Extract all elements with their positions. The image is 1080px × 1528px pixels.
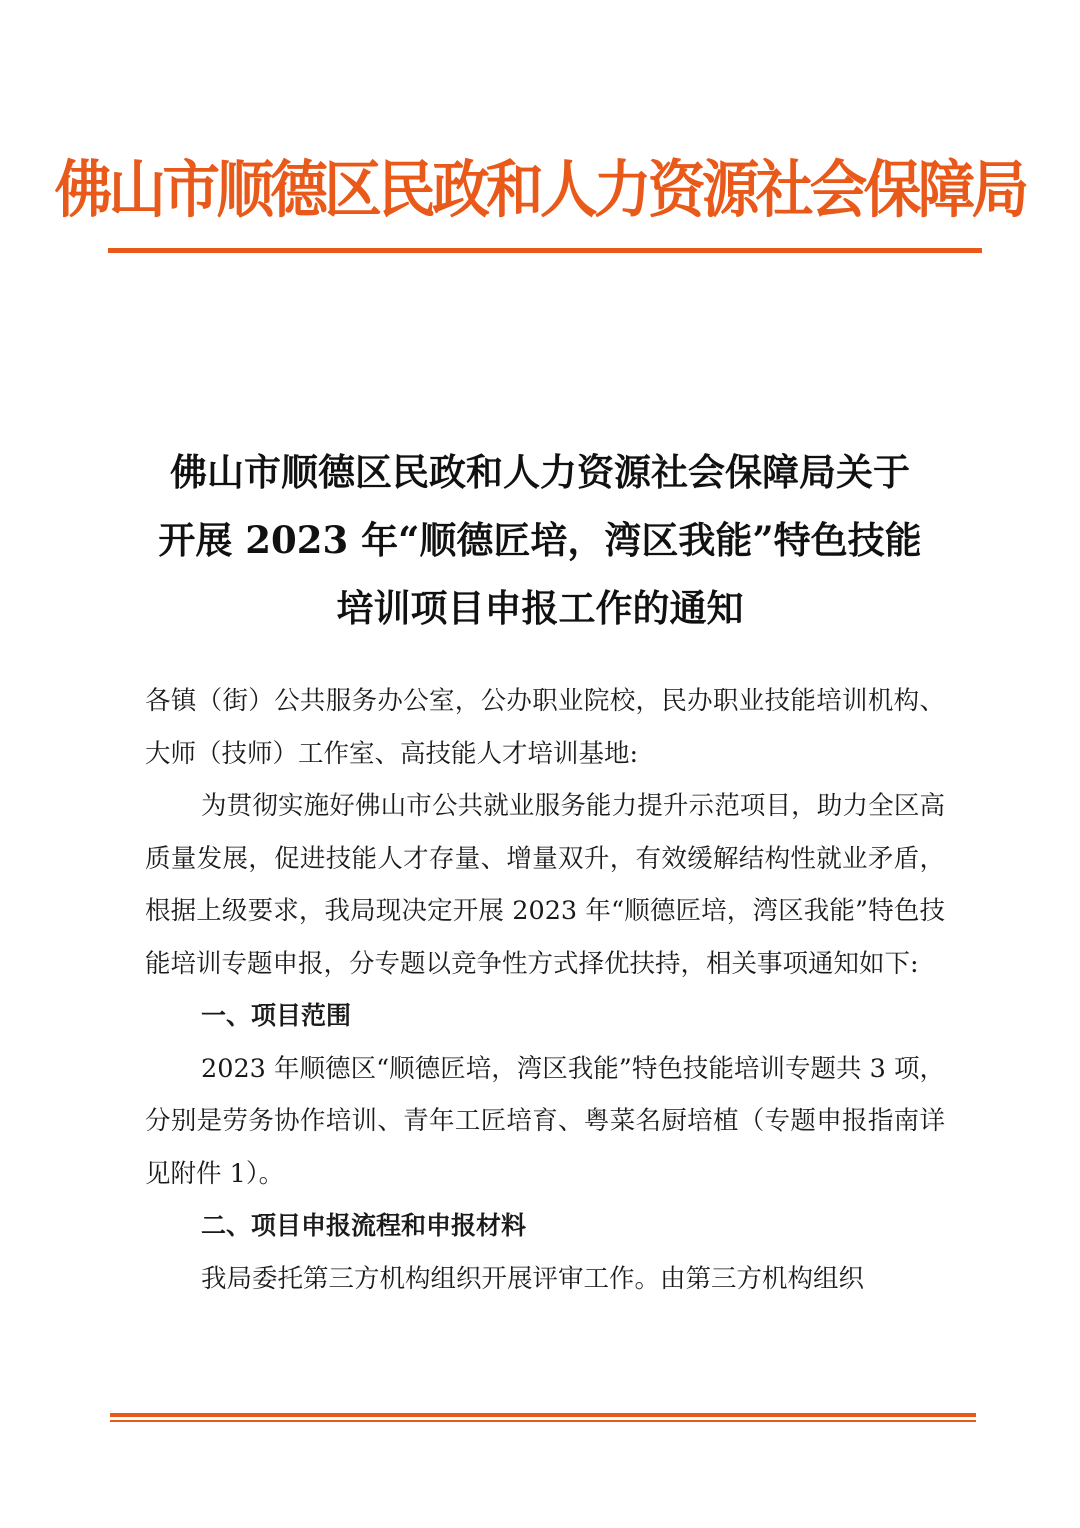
document-title-line-1: 佛山市顺德区民政和人力资源社会保障局关于 bbox=[170, 450, 910, 494]
section-2-heading: 二、项目申报流程和申报材料 bbox=[201, 1211, 527, 1240]
section-1-heading: 一、项目范围 bbox=[201, 1001, 352, 1030]
footer-divider-thick bbox=[110, 1413, 976, 1417]
section-2-paragraph: 我局委托第三方机构组织开展评审工作。由第三方机构组织 bbox=[201, 1263, 865, 1294]
document-title-line-2: 开展 2023 年“顺德匠培，湾区我能”特色技能 bbox=[158, 518, 922, 562]
letterhead-org-name: 佛山市顺德区民政和人力资源社会保障局 bbox=[54, 153, 1026, 226]
addressee-paragraph: 各镇（街）公共服务办公室，公办职业院校，民办职业技能培训机构、大师（技师）工作室、高技能人才培训基地: bbox=[145, 686, 945, 769]
intro-paragraph: 为贯彻实施好佛山市公共就业服务能力提升示范项目，助力全区高质量发展，促进技能人才存量、增量双升，有效缓解结构性就业矛盾，根据上级要求，我局现决定开展 2023 年“顺德匠培，湾区我能”特色技能培训专题申报，分专题以竞争性方式择优扶持，相关事项通知如下: bbox=[145, 791, 945, 979]
section-1-paragraph: 2023 年顺德区“顺德匠培，湾区我能”特色技能培训专题共 3 项，分别是劳务协作培训、青年工匠培育、粤菜名厨培植（专题申报指南详见附件 1）。 bbox=[145, 1053, 945, 1189]
footer-divider-thin bbox=[110, 1420, 976, 1422]
document-title-line-3: 培训项目申报工作的通知 bbox=[336, 586, 744, 630]
document-title bbox=[120, 438, 960, 642]
letterhead-divider bbox=[108, 248, 982, 253]
document-body bbox=[145, 675, 945, 1305]
